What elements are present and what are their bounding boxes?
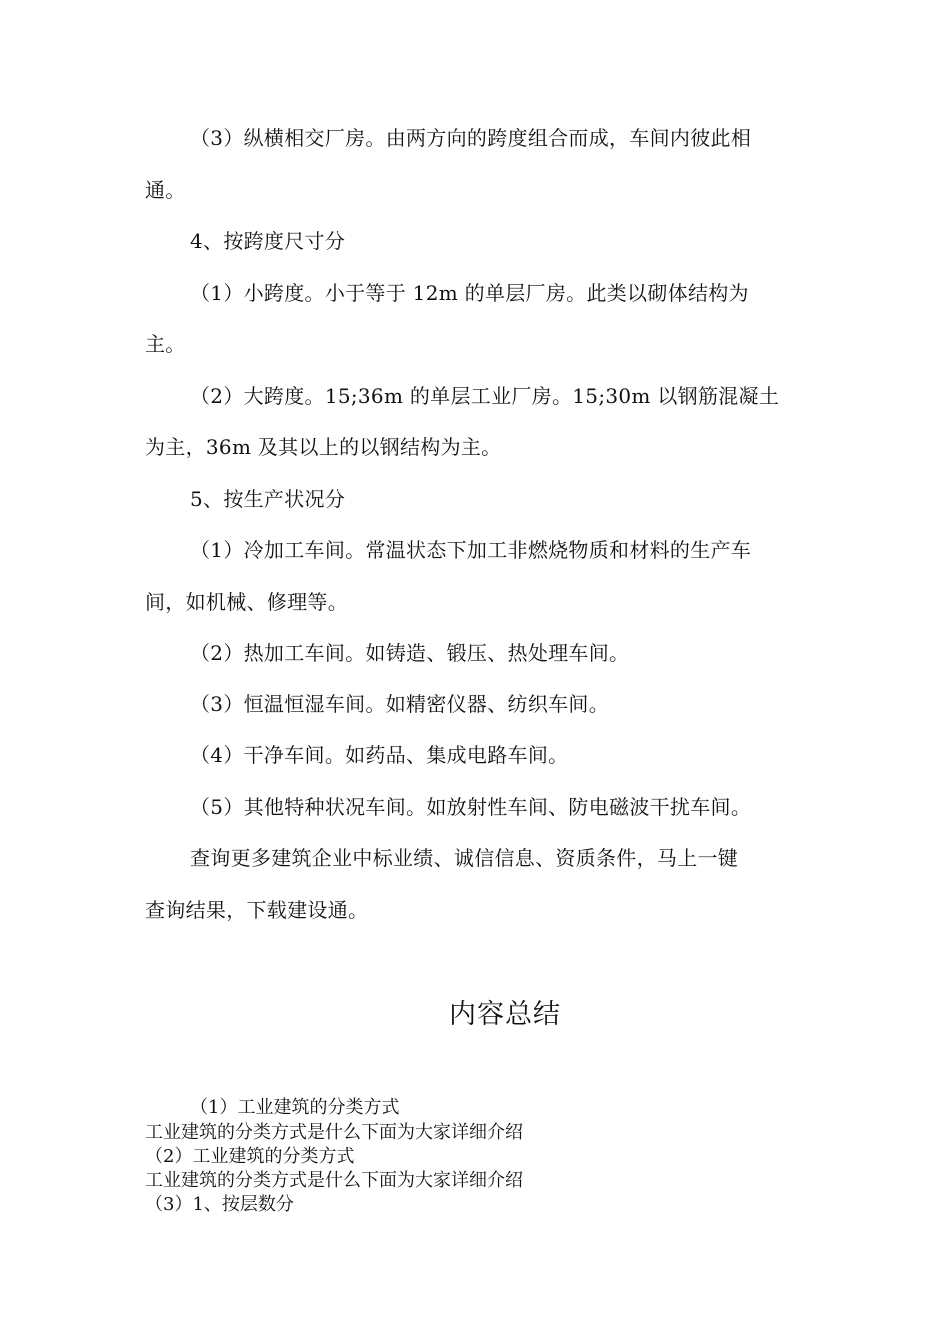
- paragraph-line: （5）其他特种状况车间。如放射性车间、防电磁波干扰车间。: [190, 795, 752, 819]
- summary-item: 工业建筑的分类方式是什么下面为大家详细介绍: [145, 1170, 523, 1191]
- paragraph-line: （4）干净车间。如药品、集成电路车间。: [190, 743, 569, 767]
- paragraph-line: 通。: [145, 178, 186, 202]
- summary-title: 内容总结: [449, 999, 561, 1030]
- paragraph-line: （2）热加工车间。如铸造、锻压、热处理车间。: [190, 641, 630, 665]
- summary-item: （2）工业建筑的分类方式: [145, 1146, 355, 1167]
- summary-item: （3）1、按层数分: [145, 1194, 294, 1215]
- paragraph-line: 为主，36m 及其以上的以钢结构为主。: [145, 435, 502, 459]
- paragraph-line: 间，如机械、修理等。: [145, 590, 348, 614]
- section-heading: 4、按跨度尺寸分: [190, 229, 346, 253]
- paragraph-line: （3）纵横相交厂房。由两方向的跨度组合而成，车间内彼此相: [190, 126, 752, 150]
- paragraph-line: 查询结果，下载建设通。: [145, 898, 369, 922]
- paragraph-line: （2）大跨度。15;36m 的单层工业厂房。15;30m 以钢筋混凝土: [190, 384, 780, 408]
- paragraph-line: 查询更多建筑企业中标业绩、诚信信息、资质条件，马上一键: [190, 846, 739, 870]
- summary-item: （1）工业建筑的分类方式: [190, 1097, 400, 1118]
- section-heading: 5、按生产状况分: [190, 487, 346, 511]
- paragraph-line: （1）小跨度。小于等于 12m 的单层厂房。此类以砌体结构为: [190, 281, 749, 305]
- paragraph-line: （1）冷加工车间。常温状态下加工非燃烧物质和材料的生产车: [190, 538, 752, 562]
- paragraph-line: 主。: [145, 332, 186, 356]
- paragraph-line: （3）恒温恒湿车间。如精密仪器、纺织车间。: [190, 692, 610, 716]
- summary-item: 工业建筑的分类方式是什么下面为大家详细介绍: [145, 1122, 523, 1143]
